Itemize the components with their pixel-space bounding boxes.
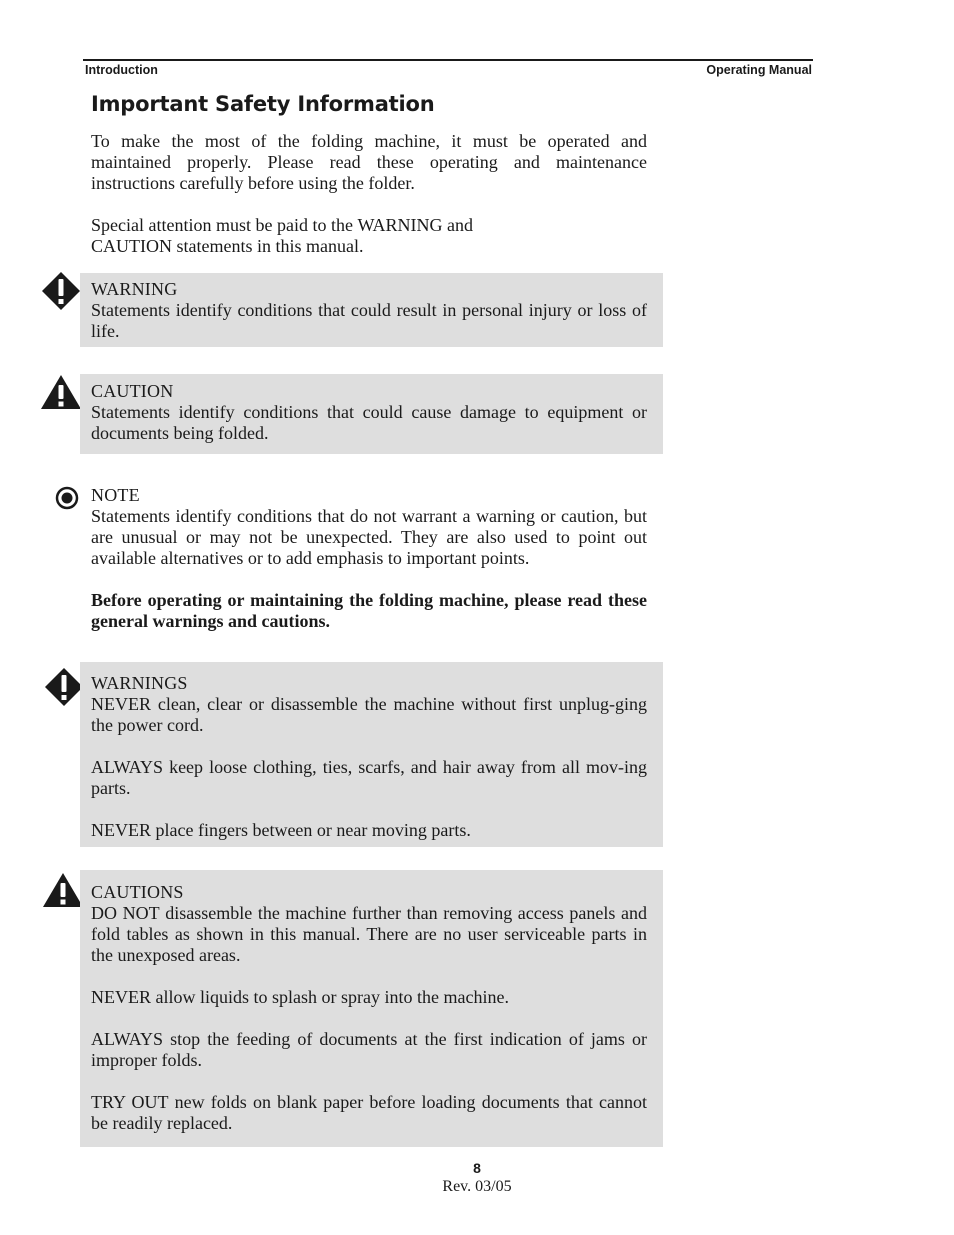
attention-after: statements in this manual. (172, 236, 364, 256)
header-rule (83, 59, 813, 61)
warning-box (80, 273, 663, 347)
cautions-item (91, 987, 647, 1008)
caution-label: CAUTION (91, 381, 174, 401)
intro-paragraph: To make the most of the folding machine, it must be operated and maintained properly. Please read these operating and maintenance instructions carefully before using the folder. (91, 131, 647, 193)
attention-before: Special attention must be paid to the (91, 215, 358, 235)
attention-warning-word: WARNING (357, 215, 443, 235)
attention-caution-word: CAUTION (91, 236, 172, 256)
diamond-exclamation-icon (44, 667, 84, 707)
warning-label: WARNING (91, 279, 178, 299)
warnings-item-text: place fingers between or near moving parts. (151, 820, 471, 840)
cautions-item (91, 903, 647, 966)
warnings-item (91, 694, 647, 736)
diamond-exclamation-icon (41, 271, 81, 311)
attention-paragraph (91, 215, 647, 257)
warnings-item-keyword: NEVER (91, 694, 151, 714)
cautions-item-text: new folds on blank paper before loading documents that cannot be readily replaced. (91, 1092, 647, 1133)
page-title: Important Safety Information (91, 92, 435, 116)
warnings-item-text: clean, clear or disassemble the machine without first unplug-ging the power cord. (91, 694, 647, 735)
warning-text: Statements identify conditions that could result in personal injury or loss of life. (91, 300, 647, 341)
header-manual: Operating Manual (706, 63, 812, 77)
warnings-item (91, 820, 647, 841)
revision-label: Rev. 03/05 (442, 1178, 512, 1195)
triangle-exclamation-icon (40, 374, 82, 410)
before-operating-paragraph: Before operating or maintaining the folding machine, please read these general warnings and cautions. (91, 590, 647, 631)
cautions-item-text: stop the feeding of documents at the first indication of jams or improper folds. (91, 1029, 647, 1070)
cautions-item (91, 1029, 647, 1071)
caution-box (80, 374, 663, 454)
warnings-item-text: keep loose clothing, ties, scarfs, and hair away from all mov-ing parts. (91, 757, 647, 798)
warnings-item (91, 757, 647, 799)
header-section: Introduction (85, 63, 158, 77)
cautions-item-keyword: TRY OUT (91, 1092, 169, 1112)
note-text: Statements identify conditions that do not warrant a warning or caution, but are unusual or may not be unexpected. They are also used to point out available alternatives or to add emphasis to important points. (91, 506, 647, 568)
warnings-item-keyword: NEVER (91, 820, 151, 840)
circle-dot-icon (55, 486, 79, 510)
warnings-box (80, 662, 663, 847)
warnings-item-keyword: ALWAYS (91, 757, 164, 777)
caution-text: Statements identify conditions that could cause damage to equipment or documents being folded. (91, 402, 647, 443)
attention-and: and (442, 215, 473, 235)
cautions-item-keyword: NEVER (91, 987, 151, 1007)
cautions-item-keyword: DO NOT (91, 903, 160, 923)
triangle-exclamation-icon (42, 872, 84, 908)
cautions-item-text: disassemble the machine further than removing access panels and fold tables as shown in this manual. There are no user serviceable parts in the unexposed areas. (91, 903, 647, 965)
cautions-box (80, 870, 663, 1147)
page-number: 8 (473, 1160, 481, 1176)
note-label: NOTE (91, 485, 140, 505)
cautions-label: CAUTIONS (91, 882, 184, 902)
cautions-item-keyword: ALWAYS (91, 1029, 164, 1049)
note-block (91, 485, 647, 569)
cautions-item-text: allow liquids to splash or spray into the machine. (151, 987, 509, 1007)
warnings-label: WARNINGS (91, 673, 188, 693)
cautions-item (91, 1092, 647, 1134)
